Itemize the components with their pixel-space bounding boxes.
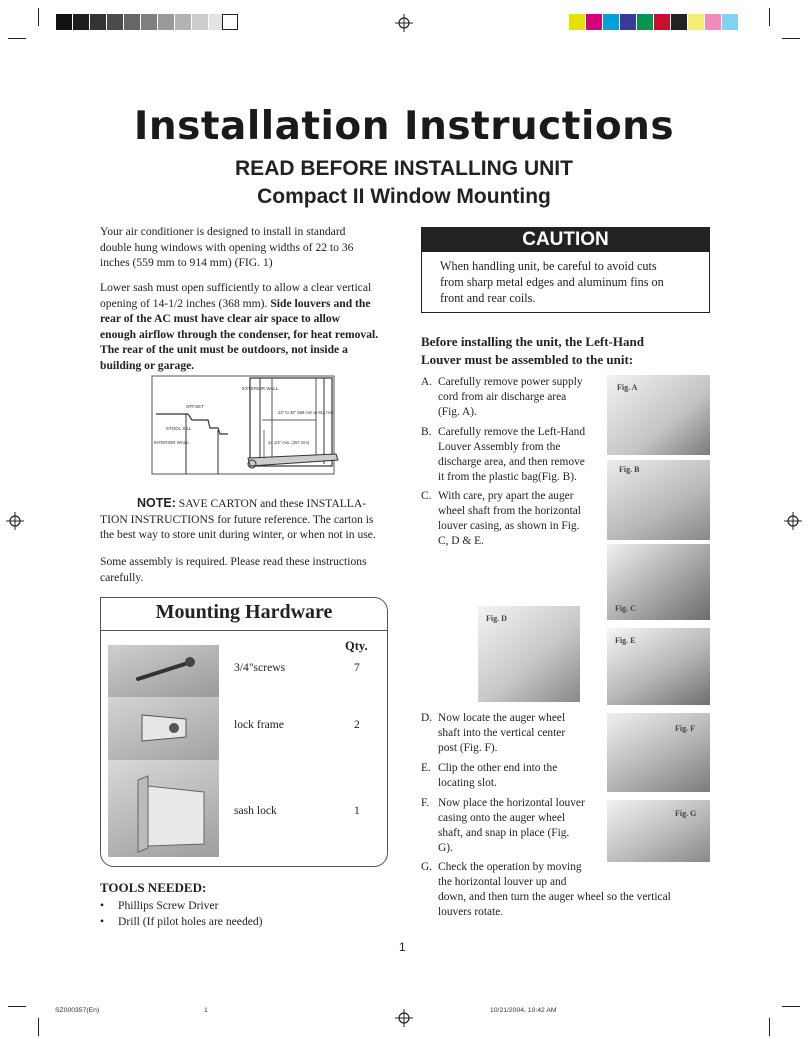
text-line: Check the operation by moving: [438, 861, 582, 873]
tool-label: Drill (If pilot holes are needed): [118, 915, 263, 928]
text-line: Carefully remove the Left-Hand: [438, 426, 586, 438]
color-swatch: [654, 14, 670, 30]
crop-mark: [38, 8, 39, 26]
figure-label: Fig. D: [486, 614, 507, 623]
text-line: locating slot.: [438, 777, 497, 789]
figure-label: Fig. B: [619, 465, 640, 474]
label-stool-sill: STOOL SILL: [166, 426, 192, 431]
hardware-name: 3/4"screws: [234, 661, 286, 674]
text-line: Louver must be assembled to the unit:: [421, 351, 634, 367]
gray-swatch: [141, 14, 157, 30]
list-item: [100, 898, 263, 914]
text-line: [100, 296, 400, 312]
step-label: D.: [421, 712, 433, 724]
sash-lock-photo: [108, 760, 219, 857]
text-line: post (Fig. F).: [438, 742, 498, 754]
text-line: inches (559 mm to 914 mm) (FIG. 1): [100, 256, 273, 269]
label-exterior-wall: EXTERIOR WALL: [242, 386, 279, 391]
registration-mark-icon: [784, 512, 802, 530]
hardware-qty: 1: [354, 804, 360, 817]
step-label: C.: [421, 490, 432, 502]
color-swatch: [586, 14, 602, 30]
assembly-note: [100, 554, 400, 585]
text-line: carefully.: [100, 570, 144, 584]
color-swatch: [705, 14, 721, 30]
gray-swatch: [56, 14, 72, 30]
intro-paragraph: [100, 224, 400, 271]
lock-frame-icon: [108, 697, 219, 760]
registration-mark-icon: [395, 14, 413, 32]
figure-d-photo: [478, 606, 580, 702]
label-interior-wall: INTERIOR WALL: [154, 440, 189, 445]
step-label: F.: [421, 797, 430, 809]
color-swatch: [671, 14, 687, 30]
subtitle-mounting: Compact II Window Mounting: [257, 185, 551, 208]
text-line: front and rear coils.: [440, 291, 536, 305]
tool-label: Phillips Screw Driver: [118, 899, 219, 912]
note-label: NOTE:: [137, 496, 176, 510]
text-line: TION INSTRUCTIONS for future reference. The carton is: [100, 512, 374, 526]
text-line: With care, pry apart the auger: [438, 490, 574, 502]
text-line: double hung windows with opening widths of 22 to 36: [100, 240, 354, 254]
bullet-icon: •: [100, 915, 105, 928]
figure-label: Fig. A: [617, 383, 638, 392]
lock-frame-photo: [108, 697, 219, 760]
list-item: [100, 914, 263, 930]
text-line: casing onto the auger wheel: [438, 812, 566, 824]
registration-mark-icon: [395, 1009, 413, 1027]
hardware-name: sash lock: [234, 804, 277, 817]
registration-mark-icon: [6, 512, 24, 530]
text-line: the best way to store unit during winter, or when not in use.: [100, 528, 376, 541]
text-line: Your air conditioner is designed to install in standard: [100, 225, 346, 238]
text-line: Louver Assembly from the: [438, 441, 561, 453]
footer-doc-code: SZ000357(En): [55, 1007, 100, 1014]
figure-b-photo: [607, 460, 710, 540]
gray-swatch: [107, 14, 123, 30]
bold-line: The rear of the unit must be outdoors, not inside a: [100, 343, 348, 356]
figure-c-photo: [607, 544, 710, 620]
bold-span: Side louvers and the: [270, 296, 371, 310]
sash-lock-icon: [108, 760, 219, 857]
color-swatch: [722, 14, 738, 30]
color-swatch: [637, 14, 653, 30]
window-diagram: [148, 374, 344, 478]
tools-list: [100, 898, 263, 930]
text-line: Some assembly is required. Please read these instructions: [100, 555, 367, 568]
page-number: 1: [399, 940, 406, 954]
footer-datetime: 10/21/2004, 10:42 AM: [490, 1007, 557, 1014]
gray-swatch: [175, 14, 191, 30]
label-offset: OFFSET: [186, 404, 204, 409]
hardware-name: lock frame: [234, 718, 284, 731]
footer-page: 1: [204, 1007, 208, 1014]
figure-f-photo: [607, 713, 710, 792]
color-swatch: [688, 14, 704, 30]
caution-text: [440, 258, 705, 306]
crop-mark: [8, 38, 26, 39]
screw-photo: [108, 645, 219, 697]
figure-a-photo: [607, 375, 710, 455]
gray-swatch: [90, 14, 106, 30]
crop-mark: [782, 1006, 800, 1007]
text-span: SAVE CARTON and these INSTALLA-: [178, 497, 367, 510]
text-line: Before installing the unit, the Left-Hand: [421, 334, 644, 349]
text-line: Now place the horizontal louver: [438, 797, 585, 809]
caution-heading: CAUTION: [421, 227, 710, 252]
figure-g-photo: [607, 800, 710, 862]
text-line: louvers rotate.: [438, 906, 504, 918]
text-line: shaft, and snap in place (Fig.: [438, 827, 570, 839]
before-heading: [421, 333, 711, 368]
step-label: E.: [421, 762, 431, 774]
gray-swatch: [158, 14, 174, 30]
screw-icon: [108, 645, 219, 697]
clearance-paragraph: [100, 280, 400, 373]
text-line: Carefully remove power supply: [438, 376, 583, 388]
step-label: B.: [421, 426, 432, 438]
crop-mark: [769, 1018, 770, 1036]
text-line: C, D & E.: [438, 535, 484, 547]
gray-swatch: [192, 14, 208, 30]
qty-header: Qty.: [345, 639, 368, 653]
crop-mark: [769, 8, 770, 26]
figure-e-photo: [607, 628, 710, 705]
text-line: (Fig. A).: [438, 406, 477, 418]
text-line: cord from air discharge area: [438, 391, 567, 403]
gray-swatch: [222, 14, 238, 30]
text-line: discharge area, and then remove: [438, 456, 585, 468]
bullet-icon: •: [100, 899, 105, 912]
text-line: louver casing, as shown in Fig.: [438, 520, 580, 532]
text-line: shaft into the vertical center: [438, 727, 566, 739]
figure-label: Fig. E: [615, 636, 636, 645]
color-swatch: [569, 14, 585, 30]
color-swatch: [603, 14, 619, 30]
bold-line: rear of the AC must have clear air space to allow: [100, 312, 340, 325]
text-line: it from the plastic bag(Fig. B).: [438, 471, 577, 483]
page-title: Installation Instructions: [133, 104, 675, 149]
label-min-height: 14 1/4" min. (357 mm): [268, 440, 310, 445]
crop-mark: [38, 1018, 39, 1036]
label-width-range: 22" to 36" 559 mm to 914 mm: [278, 410, 334, 415]
text-line: Now locate the auger wheel: [438, 712, 566, 724]
text-line: wheel shaft from the horizontal: [438, 505, 581, 517]
figure-label: Fig. F: [675, 724, 695, 733]
text-line: Lower sash must open sufficiently to allow a clear vertical: [100, 281, 372, 294]
text-line: the horizontal louver up and: [438, 876, 567, 888]
hardware-qty: 7: [354, 661, 360, 674]
step-label: G.: [421, 861, 433, 873]
text-line: Clip the other end into the: [438, 762, 558, 774]
tools-heading: TOOLS NEEDED:: [100, 880, 207, 895]
crop-mark: [8, 1006, 26, 1007]
hardware-qty: 2: [354, 718, 360, 731]
figure-label: Fig. C: [615, 604, 636, 613]
step-label: A.: [421, 376, 433, 388]
crop-mark: [782, 38, 800, 39]
color-swatch: [620, 14, 636, 30]
figure-label: Fig. G: [675, 809, 697, 818]
divider: [100, 630, 388, 631]
subtitle-read-before: READ BEFORE INSTALLING UNIT: [235, 157, 573, 180]
note-paragraph: [100, 496, 400, 543]
bold-line: building or garage.: [100, 358, 195, 372]
text-line: G).: [438, 842, 453, 854]
gray-swatch: [73, 14, 89, 30]
text-line: When handling unit, be careful to avoid cuts: [440, 259, 657, 273]
bold-line: enough airflow through the condenser, for heat removal.: [100, 327, 379, 341]
text-line: down, and then turn the auger wheel so the vertical: [438, 891, 671, 903]
text-line: from sharp metal edges and aluminum fins on: [440, 275, 664, 289]
gray-swatch: [124, 14, 140, 30]
text-span: opening of 14-1/2 inches (368 mm).: [100, 296, 271, 310]
mounting-hardware-title: Mounting Hardware: [155, 601, 333, 623]
